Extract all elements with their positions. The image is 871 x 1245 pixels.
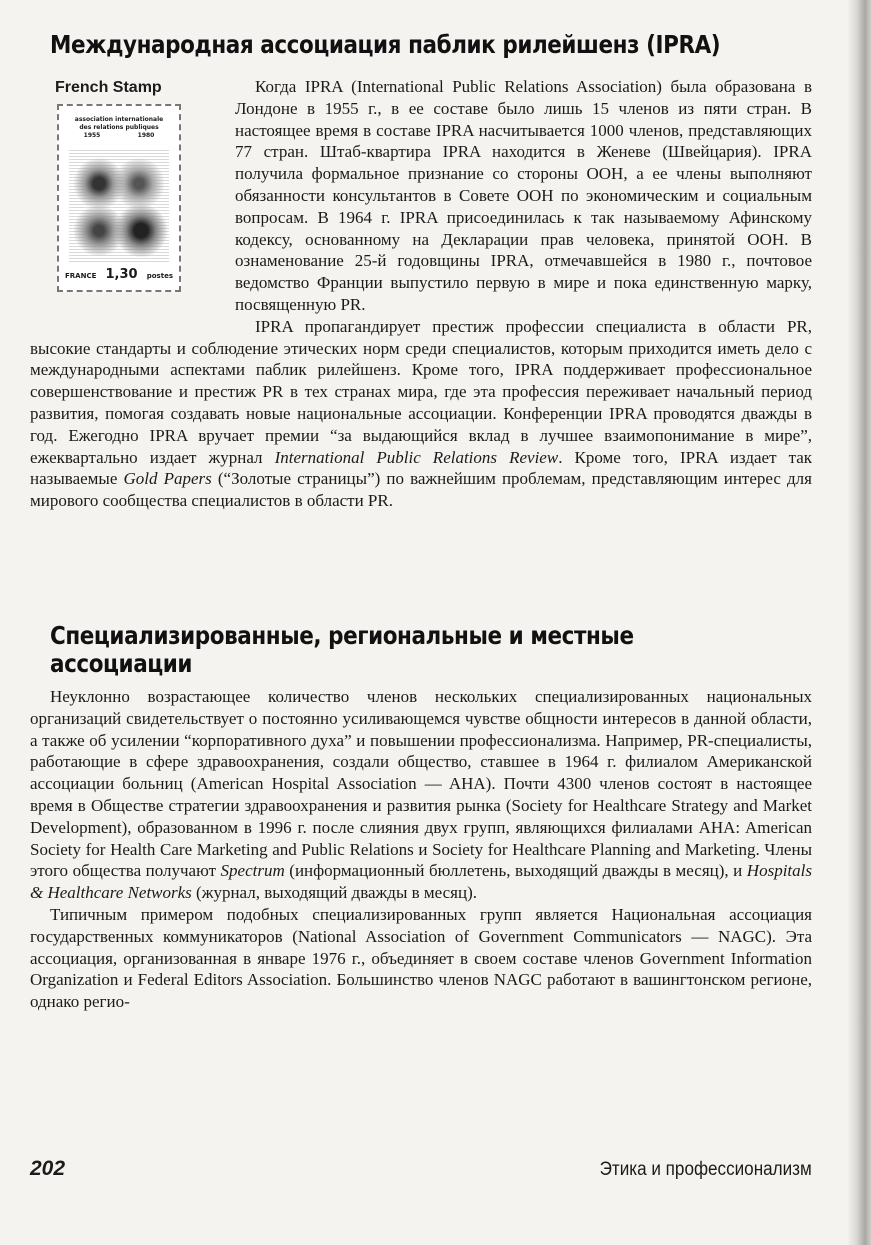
- hospitals-title: Hospitals & Healthcare Networks: [30, 861, 812, 903]
- heading-specialized-associations: [50, 622, 712, 678]
- stamp-caption: French Stamp: [55, 79, 162, 96]
- stamp-year-end: 1980: [137, 132, 155, 139]
- gold-papers-title: Gold Papers: [123, 469, 212, 489]
- paragraph-nagc: Типичным примером подобных специализированных групп является Национальная ассоциация государственных коммуникаторов (National Association of Government Communicators — NAGC). Эта ассоциация, организованная в январе 1976 г., объединяет в своем составе членов Government Information Organization и Federal Editors Association. Большинство членов NAGC работают в вашингтонском регионе, однако регио-: [30, 904, 812, 1012]
- stamp-price: 1,30: [105, 267, 138, 282]
- stamp-top-line2: des relations publiques: [79, 124, 159, 131]
- paragraph-healthcare: [30, 686, 812, 904]
- heading-ipra: Международная ассоциация паблик рилейшенз (IPRA): [50, 30, 721, 59]
- heading-special-line1: Специализированные, региональные и местные: [50, 621, 634, 650]
- heading-special-line2: ассоциации: [50, 649, 193, 678]
- page-spine-shadow: [847, 0, 871, 1245]
- p3-part-c: (журнал, выходящий дважды в месяц).: [191, 883, 477, 903]
- paragraph-ipra-history: Когда IPRA (International Public Relations Association) была образована в Лондоне в 1955 г., в ее составе было лишь 15 членов из пяти стран. В настоящее время в составе IPRA насчитывается 1000 членов, представляющих 77 стран. Штаб-квартира IPRA находится в Женеве (Швейцария). IPRA получила формальное признание со стороны ООН, а ее члены выполняют обязанности консультантов в Совете ООН по экономическим и социальным вопросам. В 1964 г. IPRA присоединилась к так называемому Афинскому кодексу, основанному на Декларации прав человека, принятой ООН. В ознаменование 25-й годовщины IPRA, отмечавшейся в 1980 г., почтовое ведомство Франции выпустило первую в мире и пока единственную марку, посвященную PR.: [235, 77, 812, 314]
- stamp-float-space: [30, 76, 235, 320]
- stamp-top-line1: association internationale: [74, 116, 164, 123]
- page-footer: [30, 1157, 812, 1185]
- p3-part-b: (информационный бюллетень, выходящий дважды в месяц), и: [284, 861, 747, 881]
- paragraph-ipra-mission: [30, 316, 812, 512]
- p2-part-c: (“Золотые страницы”) по важнейшим проблемам, представляющим интерес для мирового сообщества специалистов в области PR.: [30, 469, 812, 511]
- stamp-year-start: 1955: [83, 132, 101, 139]
- spectrum-title: Spectrum: [220, 861, 285, 881]
- specialized-text-block: [30, 686, 812, 1013]
- running-section-title: Этика и профессионализм: [599, 1159, 812, 1180]
- p3-part-a: Неуклонно возрастающее количество членов нескольких специализированных национальных организаций свидетельствует о постоянно усиливающемся чувстве общности интересов в данной области, а также об усилении “корпоративного духа” и повышении профессионализма. Например, PR-специалисты, работающие в сфере здравоохранения, создали общество, ставшее в 1964 г. филиалом Американской ассоциации больниц (American Hospital Association — AHA). Почти 4300 членов состоят в настоящее время в Обществе стратегии здравоохранения и развития рынка (Society for Healthcare Strategy and Market Development), образованном в 1996 г. после слияния двух групп, являющихся филиалами AHA: American Society for Health Care Marketing and Public Relations и Society for Healthcare Planning and Marketing. Члены этого общества получают: [30, 687, 812, 881]
- stamp-postes: postes: [146, 272, 173, 280]
- p2-part-a: IPRA пропагандирует престиж профессии специалиста в области PR, высокие стандарты и соблюдение этических норм среди специалистов, которым приходится иметь дело с международными аспектами паблик рилейшенз. Кроме того, IPRA поддерживает профессиональное совершенствование и престиж PR в тех странах мира, где эта профессия переживает начальный период развития, помогая создавать новые национальные ассоциации. Конференции IPRA проводятся дважды в год. Ежегодно IPRA вручает премии “за выдающийся вклад в лучшее взаимопонимание в мире”, ежеквартально издает журнал: [30, 316, 812, 467]
- stamp-country: FRANCE: [65, 272, 97, 280]
- ipra-text-block: [30, 76, 812, 512]
- page-number: 202: [30, 1157, 66, 1180]
- journal-title: International Public Relations Review: [274, 447, 559, 467]
- p2-part-b: . Кроме того, IPRA издает так называемые: [30, 447, 813, 489]
